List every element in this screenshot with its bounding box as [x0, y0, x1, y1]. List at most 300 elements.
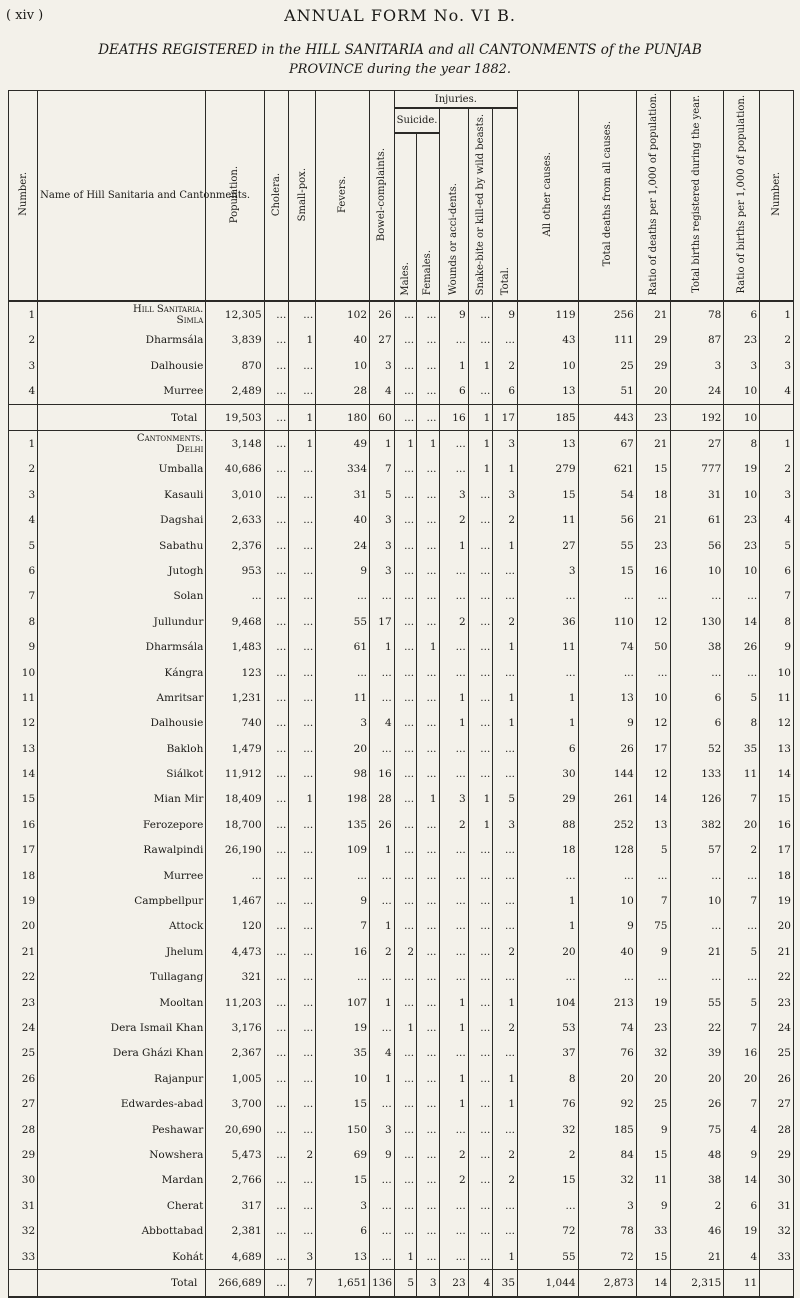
- place-name: Solan: [173, 590, 204, 603]
- cell-total: 72: [578, 1244, 636, 1270]
- table-row: [9, 328, 794, 353]
- cell-chol: ...: [264, 939, 289, 964]
- cell-sp: ...: [289, 634, 316, 659]
- row-name-cell: [38, 379, 206, 405]
- cell-wounds: 3: [439, 787, 468, 812]
- cell-inj: ...: [493, 328, 518, 353]
- row-name-cell: [38, 685, 206, 710]
- row-number-right: 29: [760, 1142, 794, 1167]
- row-name-cell: [38, 634, 206, 659]
- cell-pop: 740: [206, 711, 264, 736]
- row-name-cell: [38, 1244, 206, 1270]
- table-row: [9, 1066, 794, 1091]
- cell-fev: 11: [316, 685, 370, 710]
- cell-pop: 12,305: [206, 301, 264, 327]
- cell-males: ...: [394, 914, 416, 939]
- cell-rbirth: 8: [724, 711, 760, 736]
- cell-total: 110: [578, 609, 636, 634]
- cell-rbirth: 6: [724, 301, 760, 327]
- place-name: Dagshai: [160, 514, 204, 527]
- row-name-cell: [38, 965, 206, 990]
- cell-snake: ...: [468, 1117, 493, 1142]
- cell-sp: ...: [289, 812, 316, 837]
- cell-snake: ...: [468, 761, 493, 786]
- row-name-cell: [38, 457, 206, 482]
- place-name: Sabathu: [159, 539, 204, 552]
- cell-births: 130: [670, 609, 724, 634]
- cell-bowel: ...: [370, 685, 395, 710]
- cell-snake: ...: [468, 838, 493, 863]
- cell-pop: 1,005: [206, 1066, 264, 1091]
- cell-total: 9: [578, 914, 636, 939]
- row-number-right: 4: [760, 379, 794, 405]
- cell-fev: 6: [316, 1218, 370, 1243]
- cell-births: 38: [670, 1168, 724, 1193]
- cell-wounds: ...: [439, 736, 468, 761]
- cell-chol: ...: [264, 838, 289, 863]
- cell-wounds: ...: [439, 863, 468, 888]
- cell-other: ...: [518, 1193, 579, 1218]
- row-number-right: 19: [760, 888, 794, 913]
- col-total-deaths: Total deaths from all causes.: [578, 91, 636, 302]
- cell-total: 76: [578, 1041, 636, 1066]
- total-sp: 7: [289, 1270, 316, 1297]
- row-number: 15: [9, 787, 38, 812]
- row-number-right: 25: [760, 1041, 794, 1066]
- cell-wounds: 1: [439, 711, 468, 736]
- cell-bowel: ...: [370, 660, 395, 685]
- cell-males: ...: [394, 353, 416, 378]
- row-name-cell: [38, 353, 206, 378]
- cell-snake: ...: [468, 965, 493, 990]
- total-males: ...: [394, 404, 416, 430]
- cell-total: 128: [578, 838, 636, 863]
- cell-total: 144: [578, 761, 636, 786]
- cell-wounds: ...: [439, 1041, 468, 1066]
- cell-males: ...: [394, 584, 416, 609]
- table-row: [9, 965, 794, 990]
- row-number-right: 18: [760, 863, 794, 888]
- place-name: Mian Mir: [153, 793, 204, 806]
- cell-bowel: 1: [370, 990, 395, 1015]
- place-name: Jullundur: [153, 615, 204, 628]
- cell-bowel: 17: [370, 609, 395, 634]
- cell-inj: ...: [493, 558, 518, 583]
- cell-wounds: ...: [439, 965, 468, 990]
- cell-snake: ...: [468, 939, 493, 964]
- cell-chol: ...: [264, 1041, 289, 1066]
- cell-pop: 18,700: [206, 812, 264, 837]
- cell-rdeath: 33: [636, 1218, 670, 1243]
- cell-rdeath: 14: [636, 787, 670, 812]
- place-name: Simla: [176, 313, 204, 326]
- row-name-cell: [38, 482, 206, 507]
- total-chol: ...: [264, 404, 289, 430]
- row-name-cell: [38, 787, 206, 812]
- row-name-cell: [38, 1117, 206, 1142]
- row-number: 17: [9, 838, 38, 863]
- cell-males: 1: [394, 431, 416, 457]
- cell-rdeath: 18: [636, 482, 670, 507]
- cell-rdeath: 21: [636, 431, 670, 457]
- col-small-pox: Small-pox.: [289, 91, 316, 302]
- cell-pop: 40,686: [206, 457, 264, 482]
- cell-other: ...: [518, 863, 579, 888]
- place-name: Amritsar: [156, 691, 204, 704]
- cell-pop: 3,148: [206, 431, 264, 457]
- cell-inj: 3: [493, 482, 518, 507]
- place-name: Attock: [168, 920, 204, 933]
- cell-wounds: ...: [439, 838, 468, 863]
- table-row: [9, 1193, 794, 1218]
- cell-rdeath: 15: [636, 1142, 670, 1167]
- cell-wounds: 2: [439, 812, 468, 837]
- cell-births: 6: [670, 685, 724, 710]
- row-number: 10: [9, 660, 38, 685]
- cell-rbirth: 3: [724, 353, 760, 378]
- cell-fev: ...: [316, 965, 370, 990]
- cell-fev: 9: [316, 558, 370, 583]
- cell-rdeath: 9: [636, 1117, 670, 1142]
- table-row: [9, 1168, 794, 1193]
- cell-chol: ...: [264, 634, 289, 659]
- cell-rdeath: 23: [636, 1015, 670, 1040]
- cell-rdeath: 50: [636, 634, 670, 659]
- cell-sp: ...: [289, 660, 316, 685]
- row-number: 23: [9, 990, 38, 1015]
- table-row: [9, 736, 794, 761]
- cell-females: ...: [417, 457, 439, 482]
- cell-males: ...: [394, 1117, 416, 1142]
- cell-inj: 2: [493, 609, 518, 634]
- row-name-cell: [38, 1041, 206, 1066]
- total-bowel: 60: [370, 404, 395, 430]
- cell-births: ...: [670, 965, 724, 990]
- table-row: [9, 939, 794, 964]
- cell-fev: 3: [316, 711, 370, 736]
- cell-sp: ...: [289, 736, 316, 761]
- total-pop: 266,689: [206, 1270, 264, 1297]
- cell-females: ...: [417, 328, 439, 353]
- cell-snake: 1: [468, 787, 493, 812]
- cell-inj: ...: [493, 1041, 518, 1066]
- row-name-cell: [38, 1193, 206, 1218]
- cell-births: 133: [670, 761, 724, 786]
- cell-pop: 953: [206, 558, 264, 583]
- cell-other: 32: [518, 1117, 579, 1142]
- cell-rbirth: 10: [724, 379, 760, 405]
- cell-snake: ...: [468, 533, 493, 558]
- cell-males: ...: [394, 1193, 416, 1218]
- col-bowel: Bowel-complaints.: [370, 91, 395, 302]
- cell-fev: 16: [316, 939, 370, 964]
- row-number: 5: [9, 533, 38, 558]
- cell-wounds: 1: [439, 1091, 468, 1116]
- cell-sp: ...: [289, 558, 316, 583]
- deaths-register-table: [8, 90, 794, 1298]
- cell-wounds: ...: [439, 584, 468, 609]
- cell-sp: ...: [289, 1218, 316, 1243]
- row-number: 3: [9, 353, 38, 378]
- cell-rbirth: 14: [724, 1168, 760, 1193]
- cell-wounds: 1: [439, 1015, 468, 1040]
- row-number: 32: [9, 1218, 38, 1243]
- cell-chol: ...: [264, 965, 289, 990]
- cell-pop: 4,689: [206, 1244, 264, 1270]
- total-inj: 35: [493, 1270, 518, 1297]
- cell-pop: ...: [206, 863, 264, 888]
- row-number-right: 23: [760, 990, 794, 1015]
- cell-other: 13: [518, 431, 579, 457]
- row-number: 18: [9, 863, 38, 888]
- cell-rdeath: 15: [636, 1244, 670, 1270]
- cell-males: ...: [394, 1218, 416, 1243]
- cell-bowel: 5: [370, 482, 395, 507]
- cell-females: ...: [417, 685, 439, 710]
- cell-other: 11: [518, 507, 579, 532]
- table-row: [9, 558, 794, 583]
- table-row: [9, 812, 794, 837]
- total-total: 443: [578, 404, 636, 430]
- col-males: Males.: [394, 133, 416, 301]
- cell-births: 56: [670, 533, 724, 558]
- cell-other: 53: [518, 1015, 579, 1040]
- cell-females: ...: [417, 301, 439, 327]
- cell-total: 256: [578, 301, 636, 327]
- cell-fev: 61: [316, 634, 370, 659]
- cell-rbirth: 6: [724, 1193, 760, 1218]
- total-bowel: 136: [370, 1270, 395, 1297]
- cell-other: 1: [518, 888, 579, 913]
- place-name: Tullagang: [150, 971, 204, 984]
- cell-fev: 24: [316, 533, 370, 558]
- cell-snake: ...: [468, 558, 493, 583]
- table-row: [9, 301, 794, 327]
- cell-other: 119: [518, 301, 579, 327]
- cell-snake: ...: [468, 660, 493, 685]
- row-number-right: 9: [760, 634, 794, 659]
- cell-females: 1: [417, 431, 439, 457]
- cell-other: 36: [518, 609, 579, 634]
- place-name: Dalhousie: [150, 717, 204, 730]
- cell-rbirth: 23: [724, 328, 760, 353]
- cell-inj: 2: [493, 353, 518, 378]
- cell-rdeath: 7: [636, 888, 670, 913]
- cell-males: ...: [394, 558, 416, 583]
- cell-rbirth: 7: [724, 1091, 760, 1116]
- cell-births: 10: [670, 558, 724, 583]
- cell-other: ...: [518, 660, 579, 685]
- table-row: [9, 353, 794, 378]
- cell-total: 74: [578, 634, 636, 659]
- table-row: [9, 990, 794, 1015]
- total-rbirth: 10: [724, 404, 760, 430]
- row-name-cell: [38, 1142, 206, 1167]
- cell-bowel: 2: [370, 939, 395, 964]
- cell-bowel: ...: [370, 863, 395, 888]
- cell-chol: ...: [264, 787, 289, 812]
- total-blank-right: [760, 1270, 794, 1297]
- cell-sp: ...: [289, 1041, 316, 1066]
- total-males: 5: [394, 1270, 416, 1297]
- cell-chol: ...: [264, 379, 289, 405]
- row-number-right: 21: [760, 939, 794, 964]
- row-name-cell: [38, 838, 206, 863]
- cell-pop: 5,473: [206, 1142, 264, 1167]
- cell-bowel: 4: [370, 379, 395, 405]
- cell-sp: ...: [289, 507, 316, 532]
- cell-other: 55: [518, 1244, 579, 1270]
- cell-females: ...: [417, 558, 439, 583]
- cell-chol: ...: [264, 1193, 289, 1218]
- place-name: Jutogh: [168, 564, 204, 577]
- cell-births: 27: [670, 431, 724, 457]
- cell-rdeath: 20: [636, 1066, 670, 1091]
- cell-births: 126: [670, 787, 724, 812]
- cell-pop: 11,203: [206, 990, 264, 1015]
- cell-total: 20: [578, 1066, 636, 1091]
- total-births: 192: [670, 404, 724, 430]
- cell-chol: ...: [264, 558, 289, 583]
- cell-pop: 120: [206, 914, 264, 939]
- total-wounds: 23: [439, 1270, 468, 1297]
- table-row: [9, 787, 794, 812]
- cell-inj: ...: [493, 863, 518, 888]
- cell-fev: 49: [316, 431, 370, 457]
- cell-rdeath: 12: [636, 761, 670, 786]
- cell-snake: ...: [468, 863, 493, 888]
- cell-pop: 4,473: [206, 939, 264, 964]
- cell-snake: ...: [468, 507, 493, 532]
- cell-bowel: 26: [370, 301, 395, 327]
- cell-other: 8: [518, 1066, 579, 1091]
- row-number: 27: [9, 1091, 38, 1116]
- row-number: 29: [9, 1142, 38, 1167]
- cell-inj: ...: [493, 660, 518, 685]
- cell-pop: 26,190: [206, 838, 264, 863]
- cell-fev: 40: [316, 507, 370, 532]
- cell-wounds: 3: [439, 482, 468, 507]
- total-label: Total: [38, 1270, 206, 1297]
- table-title-line-1: DEATHS REGISTERED in the HILL SANITARIA and all CANTONMENTS of the PUNJAB: [98, 42, 702, 58]
- cell-sp: ...: [289, 1193, 316, 1218]
- cell-total: 3: [578, 1193, 636, 1218]
- cell-snake: ...: [468, 1168, 493, 1193]
- cell-rbirth: 7: [724, 787, 760, 812]
- cell-sp: ...: [289, 888, 316, 913]
- cell-sp: ...: [289, 939, 316, 964]
- place-name: Ferozepore: [143, 818, 204, 831]
- total-births: 2,315: [670, 1270, 724, 1297]
- cell-females: ...: [417, 1168, 439, 1193]
- cell-chol: ...: [264, 685, 289, 710]
- table-row: [9, 711, 794, 736]
- row-number: 21: [9, 939, 38, 964]
- row-number: 4: [9, 379, 38, 405]
- col-other-causes: All other causes.: [518, 91, 579, 302]
- row-name-cell: [38, 736, 206, 761]
- row-number-right: 4: [760, 507, 794, 532]
- cell-pop: 1,483: [206, 634, 264, 659]
- cell-fev: 40: [316, 328, 370, 353]
- cell-rbirth: 9: [724, 1142, 760, 1167]
- cell-females: ...: [417, 507, 439, 532]
- total-rdeath: 23: [636, 404, 670, 430]
- table-row: [9, 1142, 794, 1167]
- cell-females: ...: [417, 1193, 439, 1218]
- cell-snake: ...: [468, 685, 493, 710]
- cell-bowel: 3: [370, 507, 395, 532]
- cell-pop: 3,010: [206, 482, 264, 507]
- cell-inj: ...: [493, 965, 518, 990]
- cell-inj: ...: [493, 838, 518, 863]
- table-row: [9, 914, 794, 939]
- cell-snake: 1: [468, 457, 493, 482]
- row-number-right: 16: [760, 812, 794, 837]
- cell-wounds: 1: [439, 1066, 468, 1091]
- table-title-line-2: PROVINCE during the year 1882.: [288, 62, 512, 77]
- cell-fev: 13: [316, 1244, 370, 1270]
- cell-bowel: 3: [370, 558, 395, 583]
- cell-inj: ...: [493, 1193, 518, 1218]
- cell-wounds: 2: [439, 507, 468, 532]
- cell-pop: 18,409: [206, 787, 264, 812]
- total-other: 1,044: [518, 1270, 579, 1297]
- cell-fev: 150: [316, 1117, 370, 1142]
- cell-chol: ...: [264, 761, 289, 786]
- total-sp: 1: [289, 404, 316, 430]
- row-number: 8: [9, 609, 38, 634]
- cell-births: 6: [670, 711, 724, 736]
- total-blank-right: [760, 404, 794, 430]
- cell-inj: 2: [493, 939, 518, 964]
- cell-pop: 2,381: [206, 1218, 264, 1243]
- place-name: Bakloh: [166, 742, 204, 755]
- cell-sp: ...: [289, 914, 316, 939]
- cell-rbirth: 4: [724, 1244, 760, 1270]
- cell-males: ...: [394, 457, 416, 482]
- cell-bowel: ...: [370, 584, 395, 609]
- cell-males: ...: [394, 1168, 416, 1193]
- cell-chol: ...: [264, 533, 289, 558]
- cell-rdeath: 19: [636, 990, 670, 1015]
- cell-rbirth: 10: [724, 558, 760, 583]
- cell-inj: 1: [493, 634, 518, 659]
- cell-males: ...: [394, 634, 416, 659]
- cell-fev: 10: [316, 1066, 370, 1091]
- row-name-cell: [38, 609, 206, 634]
- cell-other: 2: [518, 1142, 579, 1167]
- cell-rbirth: 11: [724, 761, 760, 786]
- cell-births: 48: [670, 1142, 724, 1167]
- total-other: 185: [518, 404, 579, 430]
- place-name: Dera Ismail Khan: [110, 1021, 204, 1034]
- cell-snake: ...: [468, 301, 493, 327]
- cell-males: ...: [394, 736, 416, 761]
- place-name: Mardan: [161, 1174, 204, 1187]
- row-number: 14: [9, 761, 38, 786]
- cell-males: ...: [394, 609, 416, 634]
- cell-chol: ...: [264, 1244, 289, 1270]
- row-number-right: 1: [760, 431, 794, 457]
- cell-other: 15: [518, 482, 579, 507]
- cell-rbirth: 4: [724, 1117, 760, 1142]
- cell-bowel: ...: [370, 888, 395, 913]
- cell-chol: ...: [264, 301, 289, 327]
- cell-females: ...: [417, 736, 439, 761]
- row-number: 13: [9, 736, 38, 761]
- cell-bowel: 1: [370, 914, 395, 939]
